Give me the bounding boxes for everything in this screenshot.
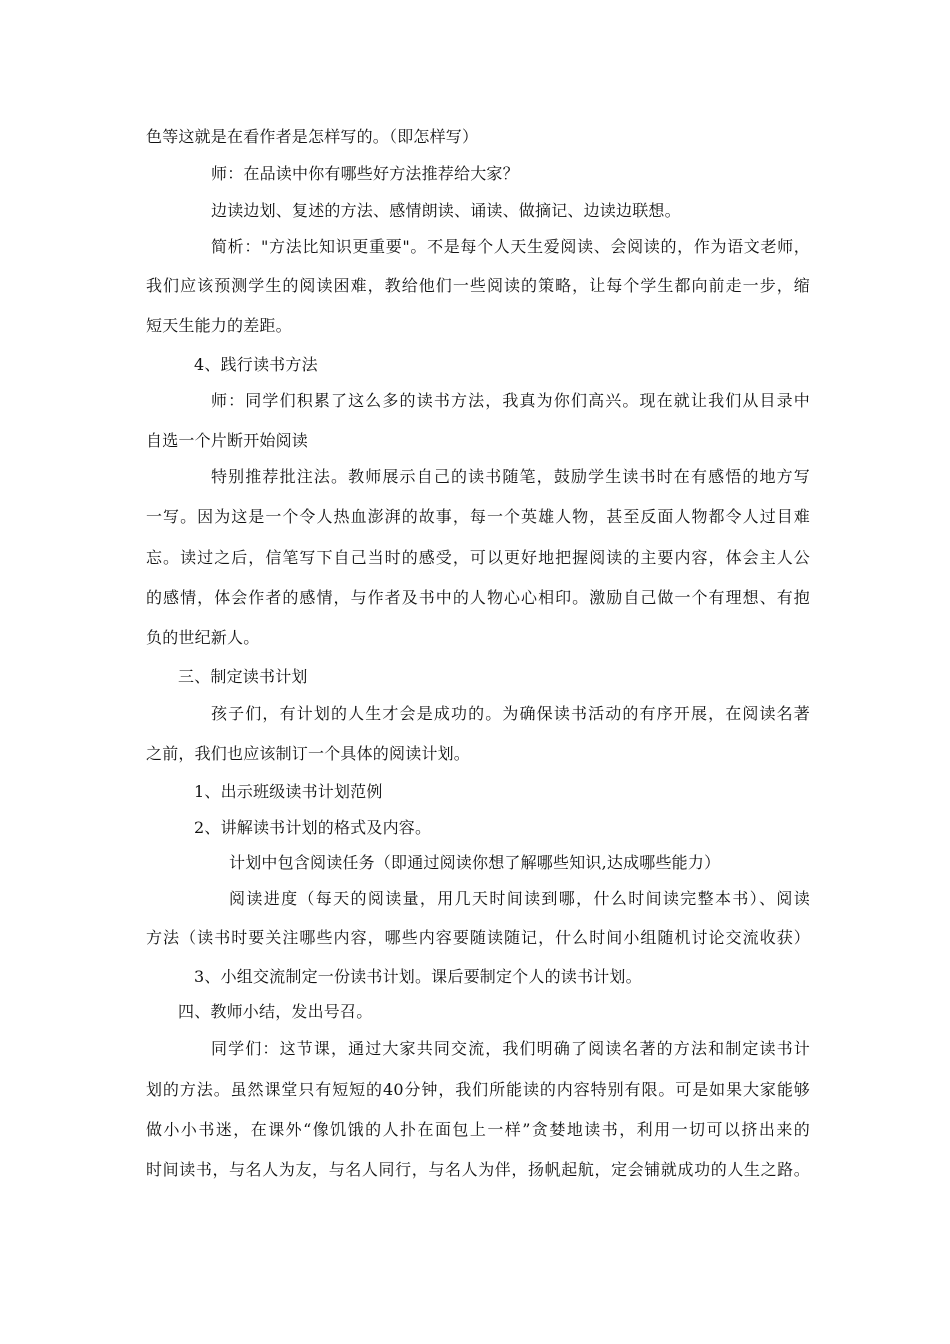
text-line: 短天生能力的差距。 <box>146 316 292 335</box>
text-line: 简析："方法比知识更重要"。不是每个人天生爱阅读、会阅读的，作为语文老师， <box>211 237 810 256</box>
text-line: 的感情，体会作者的感情，与作者及书中的人物心心相印。激励自己做一个有理想、有抱 <box>146 588 810 607</box>
list-item: 2、讲解读书计划的格式及内容。 <box>194 818 432 837</box>
text-line: 之前，我们也应该制订一个具体的阅读计划。 <box>146 744 471 763</box>
text-line: 自选一个片断开始阅读 <box>146 431 309 450</box>
text-line: 特别推荐批注法。教师展示自己的读书随笔，鼓励学生读书时在有感悟的地方写 <box>211 467 810 486</box>
text-line: 我们应该预测学生的阅读困难，教给他们一些阅读的策略，让每个学生都向前走一步，缩 <box>146 276 810 295</box>
text-line: 边读边划、复述的方法、感情朗读、诵读、做摘记、边读边联想。 <box>211 201 681 220</box>
text-line: 划的方法。虽然课堂只有短短的40分钟，我们所能读的内容特别有限。可是如果大家能够 <box>146 1080 810 1099</box>
section-heading: 三、制定读书计划 <box>178 667 308 686</box>
text-line: 师：同学们积累了这么多的读书方法，我真为你们高兴。现在就让我们从目录中 <box>211 391 810 410</box>
text-line: 师：在品读中你有哪些好方法推荐给大家？ <box>211 164 519 183</box>
list-item: 3、小组交流制定一份读书计划。课后要制定个人的读书计划。 <box>194 967 642 986</box>
text-line: 计划中包含阅读任务（即通过阅读你想了解哪些知识,达成哪些能力） <box>229 853 721 872</box>
text-line: 孩子们，有计划的人生才会是成功的。为确保读书活动的有序开展，在阅读名著 <box>211 704 810 723</box>
text-line: 阅读进度（每天的阅读量，用几天时间读到哪，什么时间读完整本书）、阅读 <box>229 889 810 908</box>
text-line: 负的世纪新人。 <box>146 628 260 647</box>
section-heading: 四、教师小结，发出号召。 <box>178 1002 373 1021</box>
text-line: 同学们：这节课，通过大家共同交流，我们明确了阅读名著的方法和制定读书计 <box>211 1039 810 1058</box>
text-line: 做小小书迷，在课外“像饥饿的人扑在面包上一样”贪婪地读书，利用一切可以挤出来的 <box>146 1120 810 1139</box>
text-line: 忘。读过之后，信笔写下自己当时的感受，可以更好地把握阅读的主要内容，体会主人公 <box>146 548 810 567</box>
text-line: 色等这就是在看作者是怎样写的。（即怎样写） <box>146 127 479 146</box>
section-heading: 4、践行读书方法 <box>194 355 318 374</box>
text-line: 一写。因为这是一个令人热血澎湃的故事，每一个英雄人物，甚至反面人物都令人过目难 <box>146 507 810 526</box>
list-item: 1、出示班级读书计划范例 <box>194 782 383 801</box>
text-line: 时间读书，与名人为友，与名人同行，与名人为伴，扬帆起航，定会铺就成功的人生之路。 <box>146 1160 810 1179</box>
text-line: 方法（读书时要关注哪些内容，哪些内容要随读随记，什么时间小组随机讨论交流收获） <box>146 928 810 947</box>
